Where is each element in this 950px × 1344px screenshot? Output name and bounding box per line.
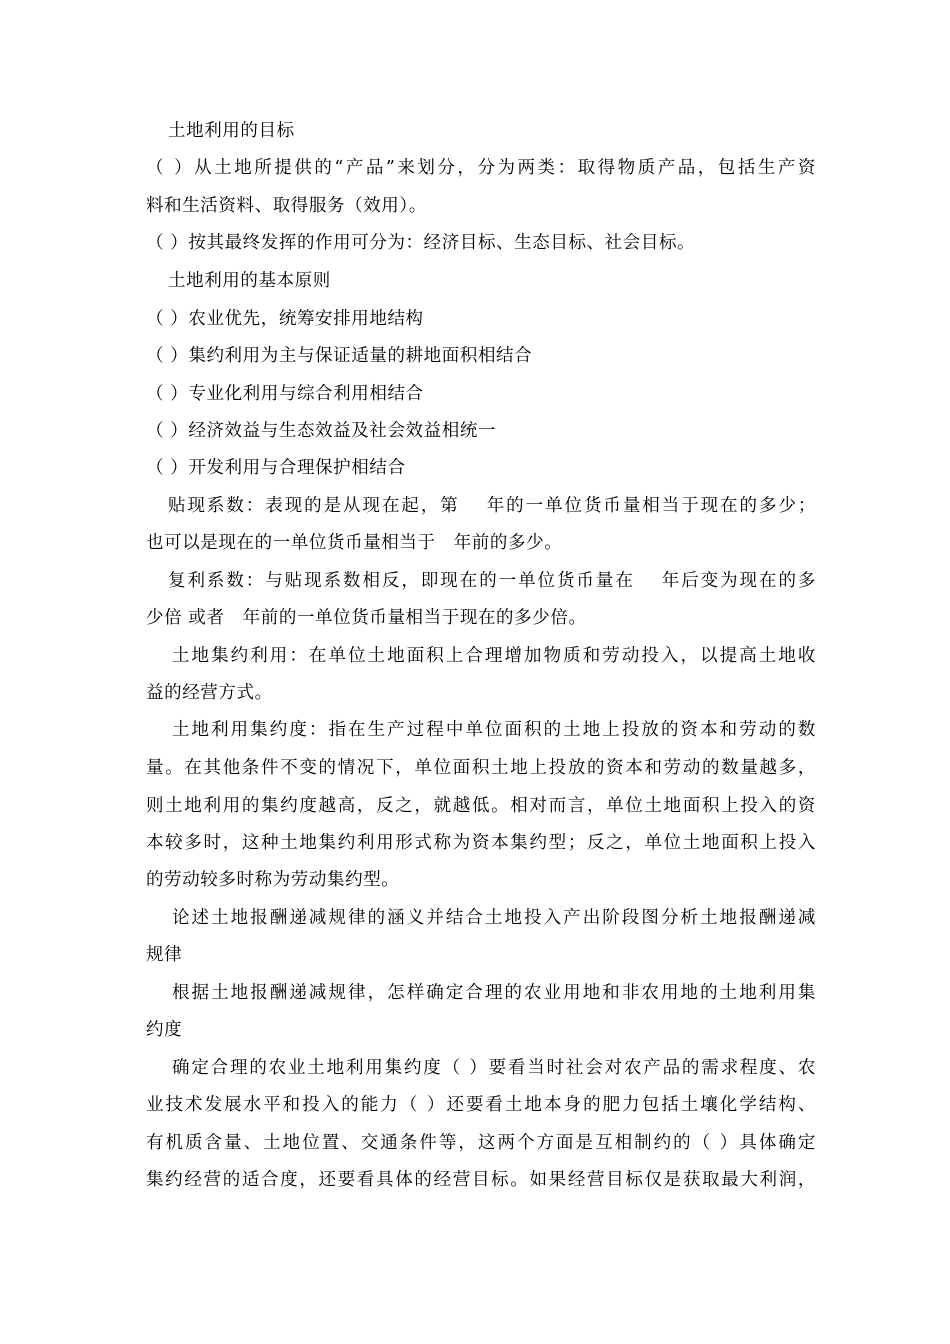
paragraph-line: 有机质含量、土地位置、交通条件等，这两个方面是互相制约的（ ）具体确定 (146, 1133, 816, 1153)
paragraph-line: 土地集约利用：在单位土地面积上合理增加物质和劳动投入，以提高土地收 (172, 646, 816, 666)
paragraph-line: 少倍 或者 年前的一单位货币量相当于现在的多少倍。 (146, 608, 587, 628)
paragraph-line: 确定合理的农业土地利用集约度（ ）要看当时社会对农产品的需求程度、农 (172, 1058, 816, 1078)
list-item: （ ）集约利用为主与保证适量的耕地面积相结合 (146, 346, 533, 366)
list-item: （ ）专业化利用与综合利用相结合 (146, 384, 424, 404)
list-item: （ ）开发利用与合理保护相结合 (146, 458, 406, 478)
paragraph-line: 贴现系数：表现的是从现在起，第 年的一单位货币量相当于现在的多少； (168, 496, 816, 516)
paragraph-line: 则土地利用的集约度越高，反之，就越低。相对而言，单位土地面积上投入的资 (146, 796, 816, 816)
paragraph-line: 复利系数：与贴现系数相反，即现在的一单位货币量在 年后变为现在的多 (168, 571, 816, 591)
paragraph-line: 论述土地报酬递减规律的涵义并结合土地投入产出阶段图分析土地报酬递减 (172, 908, 816, 928)
heading-land-use-principles: 土地利用的基本原则 (168, 271, 331, 291)
paragraph-line: 规律 (146, 945, 183, 965)
paragraph-line: 集约经营的适合度，还要看具体的经营目标。如果经营目标仅是获取最大利润， (146, 1170, 816, 1190)
paragraph-line: 的劳动较多时称为劳动集约型。 (146, 870, 400, 890)
paragraph-line: 也可以是现在的一单位货币量相当于 年前的多少。 (146, 533, 563, 553)
paragraph-line: 根据土地报酬递减规律，怎样确定合理的农业用地和非农用地的土地利用集 (172, 983, 816, 1003)
paragraph-line: （ ）从土地所提供的“产品”来划分，分为两类：取得物质产品，包括生产资 (146, 158, 816, 178)
paragraph-line: 约度 (146, 1020, 183, 1040)
list-item: （ ）按其最终发挥的作用可分为：经济目标、生态目标、社会目标。 (146, 233, 696, 253)
paragraph-line: 量。在其他条件不变的情况下，单位面积土地上投放的资本和劳动的数量越多， (146, 758, 816, 778)
paragraph-line: 益的经营方式。 (146, 683, 273, 703)
paragraph-line: 土地利用集约度：指在生产过程中单位面积的土地上投放的资本和劳动的数 (172, 720, 816, 740)
heading-land-use-goals: 土地利用的目标 (168, 121, 295, 141)
paragraph-line: 本较多时，这种土地集约利用形式称为资本集约型；反之，单位土地面积上投入 (146, 833, 816, 853)
paragraph-line: 料和生活资料、取得服务（效用）。 (146, 196, 427, 216)
list-item: （ ）经济效益与生态效益及社会效益相统一 (146, 421, 497, 441)
paragraph-line: 业技术发展水平和投入的能力（ ）还要看土地本身的肥力包括土壤化学结构、 (146, 1095, 816, 1115)
list-item: （ ）农业优先，统筹安排用地结构 (146, 309, 424, 329)
